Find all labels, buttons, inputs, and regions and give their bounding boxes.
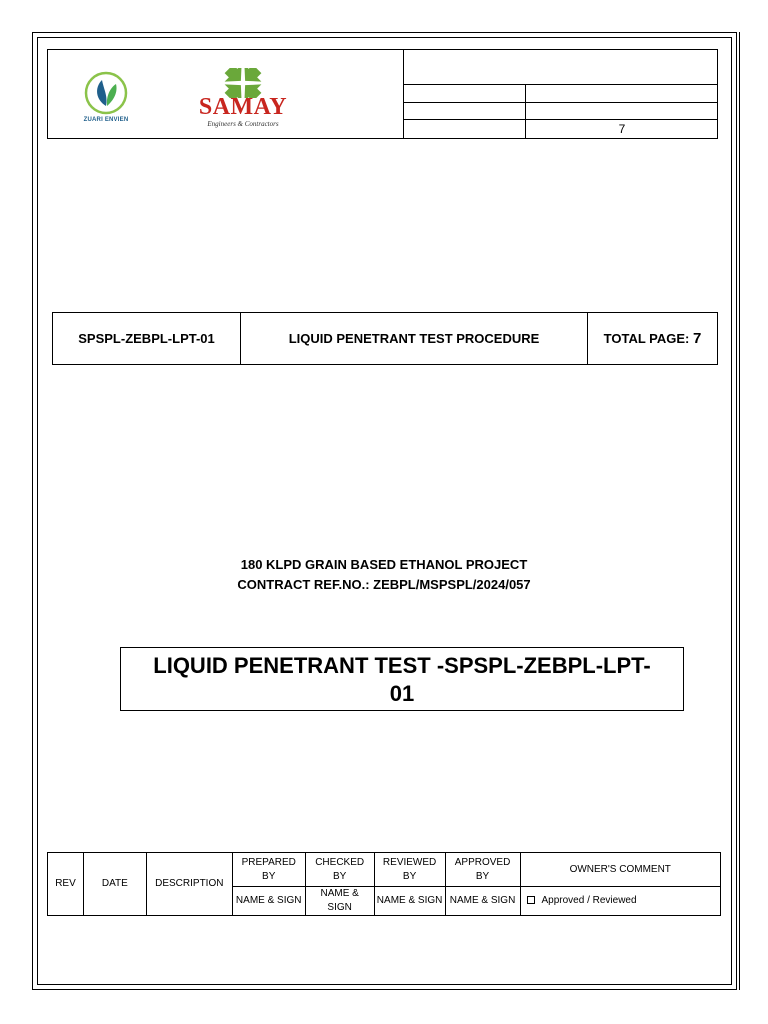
- document-number: SPSPL-ZEBPL-LPT-01: [53, 313, 241, 364]
- header-page-count: 7: [618, 122, 626, 136]
- samay-logo: [193, 68, 293, 132]
- zuari-logo-text: ZUARI ENVIEN: [83, 117, 129, 123]
- samay-logo-tagline: Engineers & Contractors: [207, 120, 279, 128]
- total-page-label: TOTAL PAGE:: [603, 331, 690, 346]
- owners-comment-header: OWNER'S COMMENT: [520, 853, 721, 887]
- header-row-3-value: [526, 103, 718, 119]
- header-row-2: [404, 85, 718, 103]
- header-row-2-value: [526, 85, 718, 102]
- reviewed-name-sign: NAME & SIGN: [374, 887, 445, 916]
- checked-name-sign: NAME & SIGN: [305, 887, 374, 916]
- prepared-by-header: PREPARED BY: [232, 853, 305, 887]
- approved-reviewed-option[interactable]: [520, 887, 721, 916]
- main-title-line-1: LIQUID PENETRANT TEST -SPSPL-ZEBPL-LPT-: [153, 653, 651, 678]
- header-row-4: [404, 120, 718, 138]
- main-title-box: [120, 647, 684, 711]
- prepared-name-sign: NAME & SIGN: [232, 887, 305, 916]
- date-header: DATE: [83, 853, 146, 916]
- page-inner-border: [37, 37, 732, 985]
- document-header: [47, 49, 718, 139]
- project-name: 180 KLPD GRAIN BASED ETHANOL PROJECT: [240, 557, 528, 572]
- total-page-value: 7: [693, 330, 702, 347]
- contract-reference: CONTRACT REF.NO.: ZEBPL/MSPSPL/2024/057: [237, 577, 531, 592]
- reviewed-by-header: REVIEWED BY: [374, 853, 445, 887]
- page-right-edge: [739, 32, 740, 990]
- revision-table: [47, 852, 721, 916]
- header-row-3: [404, 103, 718, 120]
- zuari-leaf-icon: [76, 70, 136, 118]
- approved-by-header: APPROVED BY: [445, 853, 520, 887]
- document-title: LIQUID PENETRANT TEST PROCEDURE: [241, 313, 588, 364]
- header-row-1: [404, 50, 718, 85]
- document-title-bar: [52, 312, 718, 365]
- checked-by-header: CHECKED BY: [305, 853, 374, 887]
- description-header: DESCRIPTION: [146, 853, 232, 916]
- approved-reviewed-checkbox[interactable]: [527, 896, 535, 904]
- logo-area: [48, 50, 404, 138]
- zuari-envien-logo: [76, 70, 136, 130]
- main-title-line-2: 01: [389, 681, 415, 706]
- approved-reviewed-label: Approved / Reviewed: [541, 895, 637, 906]
- total-page: [588, 313, 717, 364]
- samay-logo-text: SAMAY: [198, 94, 288, 120]
- approved-name-sign: NAME & SIGN: [445, 887, 520, 916]
- rev-header: REV: [48, 853, 84, 916]
